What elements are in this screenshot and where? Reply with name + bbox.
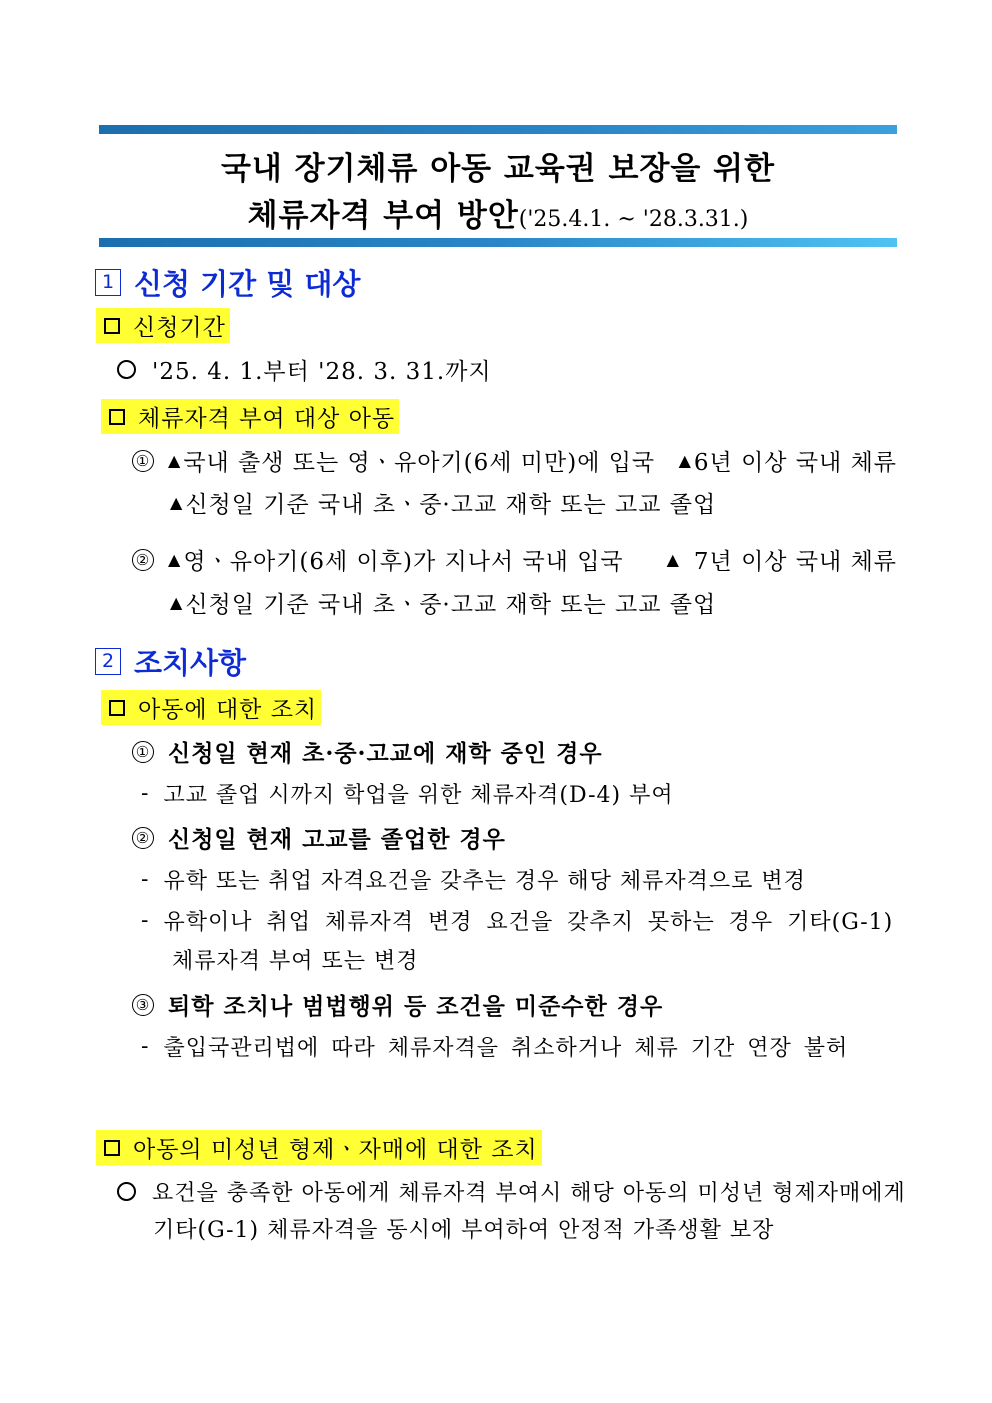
period-label	[96, 308, 230, 343]
target-item-1-condition-b: 6년 이상 국내 체류	[693, 450, 897, 476]
item-number: ③	[132, 994, 154, 1016]
title-bottom-bar	[99, 238, 897, 247]
triangle-bullet-icon: ▲	[170, 493, 184, 512]
target-label	[101, 399, 399, 434]
measure-1-heading-text: 신청일 현재 초·중·고교에 재학 중인 경우	[168, 740, 603, 767]
measure-2-bullet-1-text: 유학 또는 취업 자격요건을 갖추는 경우 해당 체류자격으로 변경	[163, 869, 806, 894]
section-2-number: 2	[95, 648, 121, 675]
measure-2-heading-text: 신청일 현재 고교를 졸업한 경우	[168, 826, 506, 853]
period-line	[117, 353, 492, 386]
target-item-1-condition-c: 신청일 기준 국내 초ㆍ중·고교 재학 또는 고교 졸업	[185, 492, 717, 518]
square-bullet-icon	[109, 409, 125, 425]
title-main: 체류자격 부여 방안	[247, 198, 519, 234]
sibling-measures-label-text: 아동의 미성년 형제ㆍ자매에 대한 조치	[133, 1137, 538, 1163]
target-item-2-condition-b: 7년 이상 국내 체류	[693, 549, 897, 575]
measure-2-bullet-1	[141, 864, 806, 895]
target-item-2-condition-c: 신청일 기준 국내 초ㆍ중·고교 재학 또는 고교 졸업	[185, 592, 717, 618]
child-measures-label	[101, 690, 321, 725]
title-period: ('25.4.1. ~ '28.3.31.)	[518, 207, 749, 232]
measure-3-heading-text: 퇴학 조치나 범법행위 등 조건을 미준수한 경우	[168, 993, 664, 1020]
dash-bullet: -	[141, 1034, 150, 1059]
title-top-bar	[99, 125, 897, 134]
measure-3-heading	[132, 988, 663, 1021]
measure-2-heading	[132, 821, 506, 854]
measure-3-bullet-1-text: 출입국관리법에 따라 체류자격을 취소하거나 체류 기간 연장 불허	[163, 1036, 849, 1061]
sibling-measures-line-1	[117, 1176, 906, 1207]
item-number: ①	[132, 741, 154, 763]
title-line-1: 국내 장기체류 아동 교육권 보장을 위한	[220, 151, 776, 187]
target-item-1-line-1	[132, 444, 897, 477]
square-bullet-icon	[109, 700, 125, 716]
measure-2-bullet-2-cont-text: 체류자격 부여 또는 변경	[172, 949, 419, 974]
item-number: ①	[132, 450, 154, 472]
dash-bullet: -	[141, 867, 150, 892]
section-2-heading	[95, 641, 246, 682]
target-item-2-line-1	[132, 543, 897, 576]
sibling-measures-text-2: 기타(G-1) 체류자격을 동시에 부여하여 안정적 가족생활 보장	[153, 1218, 775, 1243]
dash-bullet: -	[141, 908, 150, 933]
square-bullet-icon	[104, 1140, 120, 1156]
sibling-measures-line-2	[153, 1213, 774, 1244]
title-line-2	[99, 190, 897, 235]
triangle-bullet-icon: ▲	[170, 593, 184, 612]
target-item-1-line-2	[170, 486, 716, 519]
measure-1-heading	[132, 735, 603, 768]
section-2-title: 조치사항	[134, 646, 247, 680]
circle-bullet-icon	[117, 360, 136, 379]
measure-2-bullet-2-text: 유학이나 취업 체류자격 변경 요건을 갖추지 못하는 경우 기타(G-1)	[163, 910, 894, 935]
period-text: '25. 4. 1.부터 '28. 3. 31.까지	[152, 359, 492, 385]
square-bullet-icon	[104, 318, 120, 334]
triangle-bullet-icon: ▲	[168, 550, 182, 569]
measure-1-bullet-1-text: 고교 졸업 시까지 학업을 위한 체류자격(D-4) 부여	[163, 783, 674, 808]
section-1-title: 신청 기간 및 대상	[134, 267, 361, 301]
circle-bullet-icon	[117, 1182, 136, 1201]
measure-2-bullet-2	[141, 905, 897, 936]
target-item-1-condition-a: 국내 출생 또는 영ㆍ유아기(6세 미만)에 입국	[183, 450, 656, 476]
period-label-text: 신청기간	[133, 315, 226, 341]
dash-bullet: -	[141, 781, 150, 806]
triangle-bullet-icon: ▲	[678, 451, 692, 470]
sibling-measures-label	[96, 1130, 542, 1165]
target-item-2-condition-a: 영ㆍ유아기(6세 이후)가 지나서 국내 입국	[183, 549, 624, 575]
item-number: ②	[132, 549, 154, 571]
section-1-number: 1	[95, 269, 121, 296]
measure-3-bullet-1	[141, 1031, 848, 1062]
measure-1-bullet-1	[141, 778, 674, 809]
triangle-bullet-icon: ▲	[168, 451, 182, 470]
target-item-2-line-2	[170, 586, 716, 619]
target-label-text: 체류자격 부여 대상 아동	[138, 406, 396, 432]
triangle-bullet-icon: ▲	[666, 550, 680, 569]
child-measures-label-text: 아동에 대한 조치	[138, 697, 318, 723]
sibling-measures-text-1: 요건을 충족한 아동에게 체류자격 부여시 해당 아동의 미성년 형제자매에게	[152, 1181, 906, 1206]
item-number: ②	[132, 827, 154, 849]
section-1-heading	[95, 262, 360, 303]
measure-2-bullet-2-cont	[172, 944, 419, 975]
